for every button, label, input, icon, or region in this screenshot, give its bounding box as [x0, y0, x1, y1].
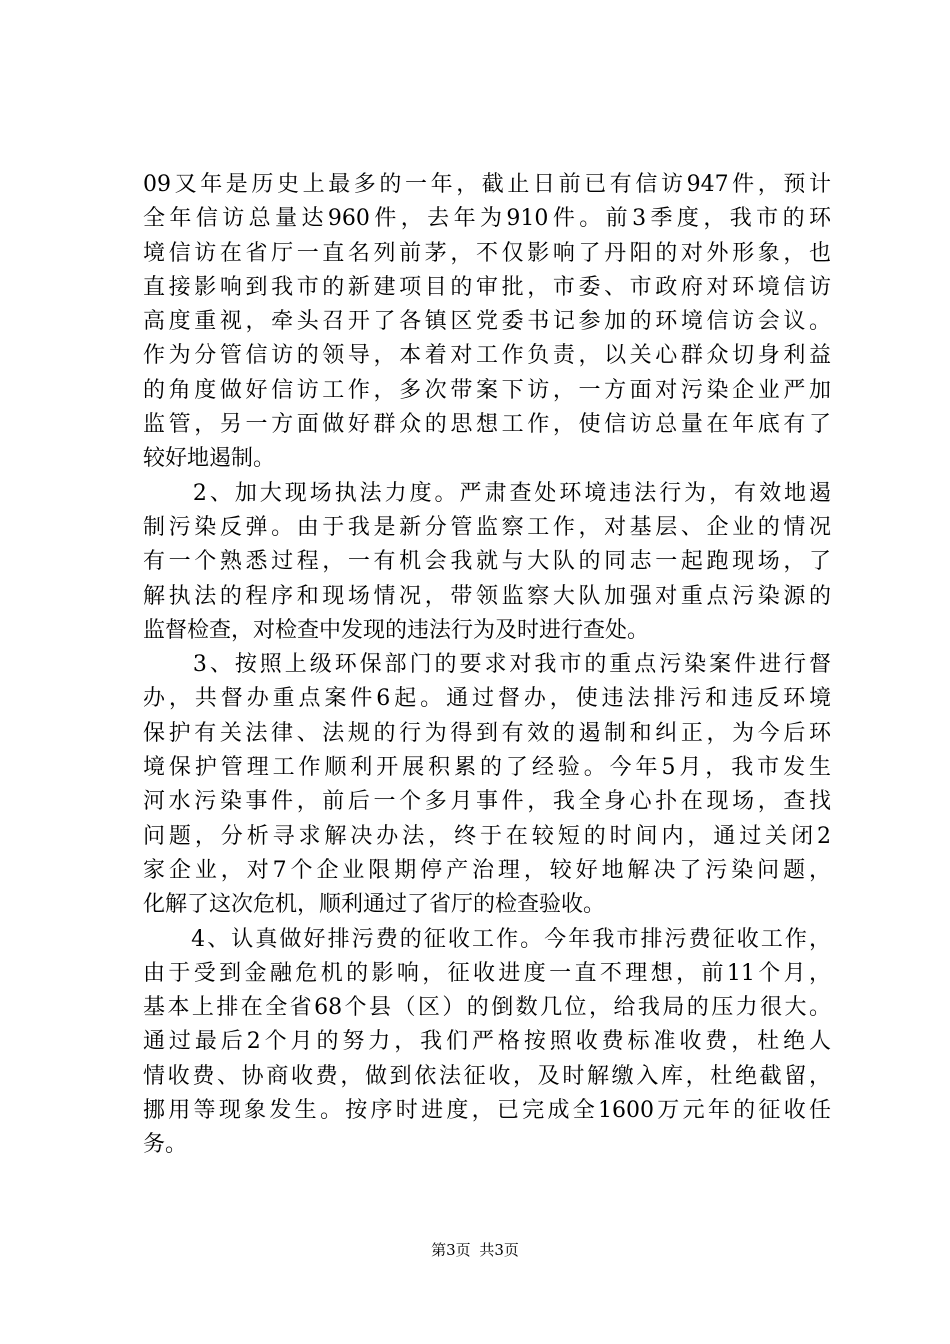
- text-line: 3、按照上级环保部门的要求对我市的重点污染案件进行督: [143, 652, 831, 678]
- text-line: 问题，分析寻求解决办法，终于在较短的时间内，通过关闭2: [143, 823, 831, 849]
- text-line: 解执法的程序和现场情况，带领监察大队加强对重点污染源的: [143, 583, 831, 609]
- text-line: 09又年是历史上最多的一年，截止日前已有信访947件，预计: [143, 172, 831, 197]
- text-line: 2、加大现场执法力度。严肃查处环境违法行为，有效地遏: [143, 480, 831, 506]
- text-line: 家企业，对7个企业限期停产治理，较好地解决了污染问题，: [143, 857, 831, 883]
- text-line: 基本上排在全省68个县（区）的倒数几位，给我局的压力很大。: [143, 995, 831, 1021]
- text-line: 有一个熟悉过程，一有机会我就与大队的同志一起跑现场，了: [143, 549, 831, 575]
- document-body: [143, 168, 831, 1163]
- text-line: 办，共督办重点案件6起。通过督办，使违法排污和违反环境: [143, 686, 831, 712]
- text-line: 保护有关法律、法规的行为得到有效的遏制和纠正，为今后环: [143, 720, 831, 746]
- page-number: 第3页: [431, 1241, 471, 1259]
- text-line: 境信访在省厅一直名列前茅，不仅影响了丹阳的对外形象，也: [143, 240, 831, 266]
- text-line: 河水污染事件，前后一个多月事件，我全身心扑在现场，查找: [143, 789, 831, 815]
- text-line: 高度重视，牵头召开了各镇区党委书记参加的环境信访会议。: [143, 309, 831, 335]
- text-line: 监管，另一方面做好群众的思想工作，使信访总量在年底有了: [143, 412, 831, 438]
- text-line: 境保护管理工作顺利开展积累的了经验。今年5月，我市发生: [143, 755, 831, 781]
- text-line: 由于受到金融危机的影响，征收进度一直不理想，前11个月，: [143, 960, 831, 986]
- page-total: 共3页: [479, 1241, 519, 1259]
- text-line: 较好地遏制。: [143, 446, 276, 472]
- text-line: 务。: [143, 1132, 188, 1158]
- text-line: 全年信访总量达960件，去年为910件。前3季度，我市的环: [143, 206, 831, 232]
- text-line: 直接影响到我市的新建项目的审批，市委、市政府对环境信访: [143, 274, 831, 300]
- text-line: 作为分管信访的领导，本着对工作负责，以关心群众切身利益: [143, 343, 831, 369]
- text-line: 4、认真做好排污费的征收工作。今年我市排污费征收工作，: [143, 926, 831, 952]
- page-footer: [0, 1240, 950, 1260]
- text-line: 监督检查，对检查中发现的违法行为及时进行查处。: [143, 617, 650, 643]
- text-line: 化解了这次危机，顺利通过了省厅的检查验收。: [143, 892, 606, 918]
- text-line: 情收费、协商收费，做到依法征收，及时解缴入库，杜绝截留，: [143, 1063, 831, 1089]
- text-line: 通过最后2个月的努力，我们严格按照收费标准收费，杜绝人: [143, 1029, 831, 1055]
- text-line: 制污染反弹。由于我是新分管监察工作，对基层、企业的情况: [143, 514, 831, 540]
- text-line: 的角度做好信访工作，多次带案下访，一方面对污染企业严加: [143, 377, 831, 403]
- text-line: 挪用等现象发生。按序时进度，已完成全1600万元年的征收任: [143, 1098, 831, 1124]
